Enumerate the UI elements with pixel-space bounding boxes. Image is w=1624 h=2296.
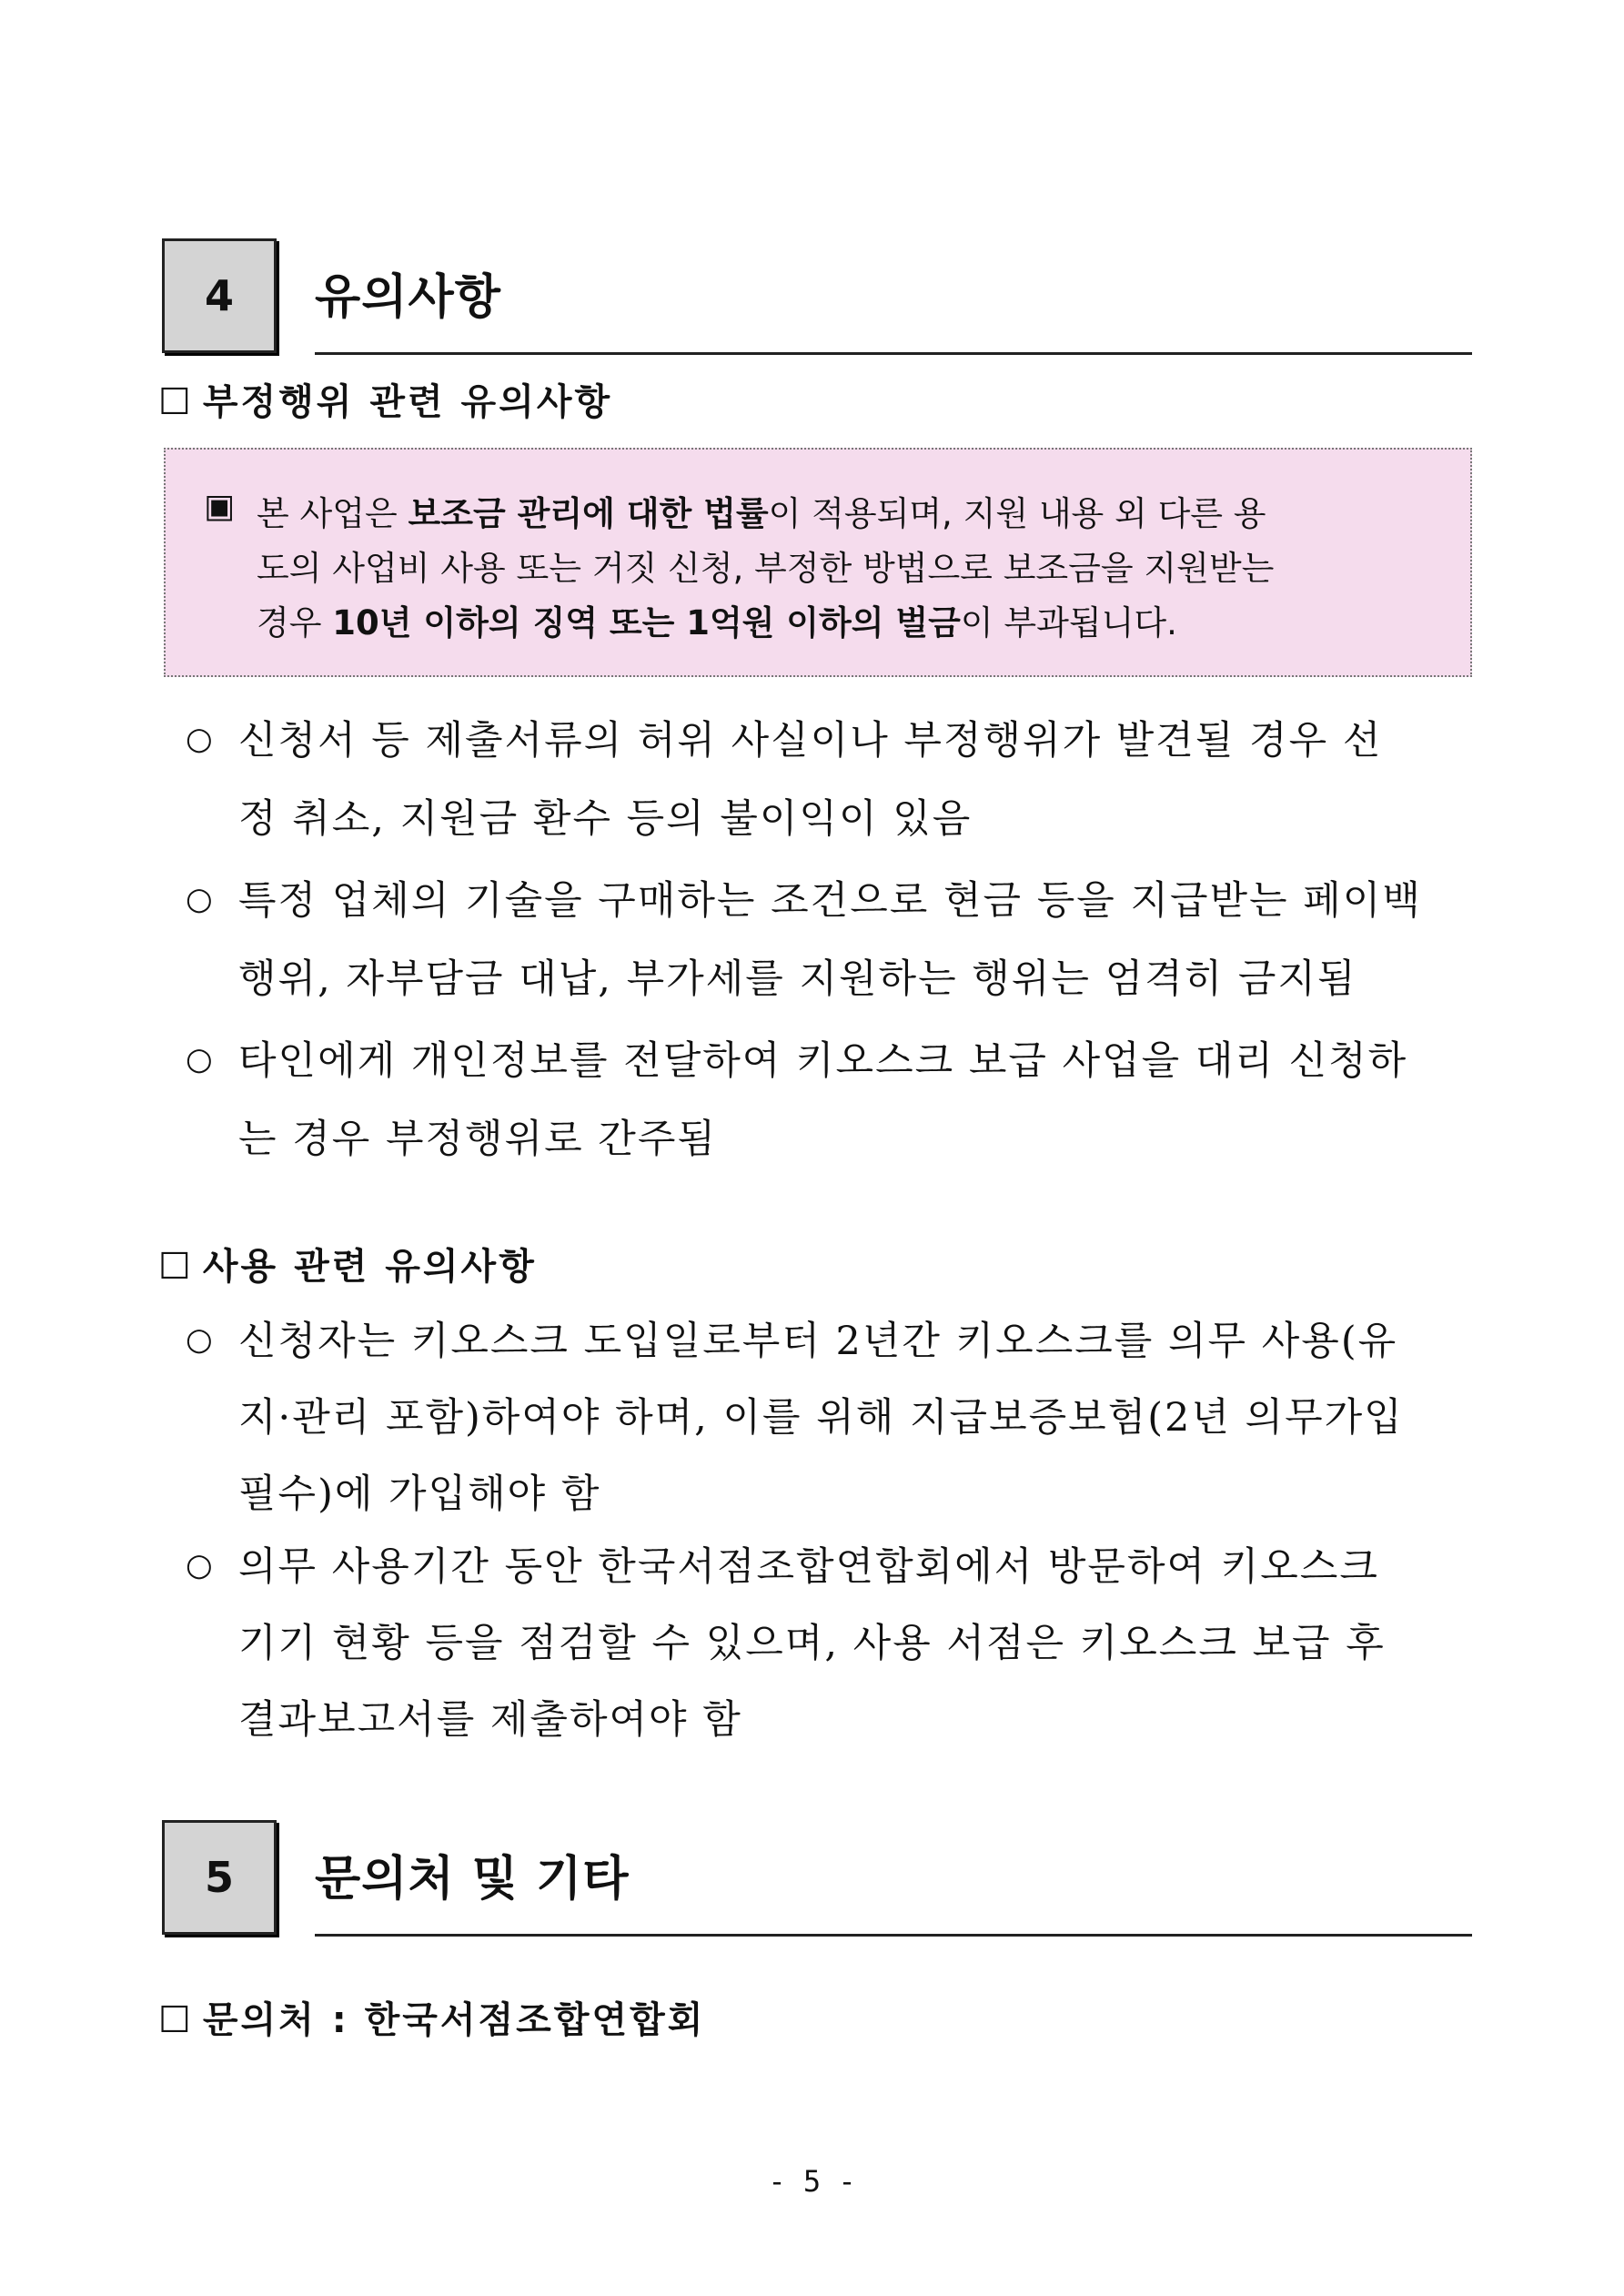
section-5-header: [162, 1820, 1472, 1938]
checkbox-square-icon: ☐: [158, 1246, 194, 1288]
list-item-line: 필수)에 가입해야 함: [238, 1472, 601, 1517]
page-number: - 5 -: [768, 2164, 856, 2199]
list-item-line: 는 경우 부정행위로 간주됨: [238, 1117, 717, 1162]
circle-bullet-icon: ○: [186, 881, 213, 917]
section-title: 유의사항: [315, 270, 501, 325]
list-item-line: 결과보고서를 제출하여야 함: [238, 1697, 742, 1743]
list-item-line: 정 취소, 지원금 환수 등의 불이익이 있음: [238, 796, 973, 842]
list-item-line: 신청자는 키오스크 도입일로부터 2년간 키오스크를 의무 사용(유: [238, 1319, 1398, 1364]
subheading-usage: [158, 1238, 537, 1290]
section-number-box: 4: [162, 238, 277, 353]
notice-emphasis-penalty: 10년 이하의 징역 또는 1억원 이하의 벌금: [332, 603, 961, 642]
list-item-line: 지·관리 포함)하여야 하며, 이를 위해 지급보증보험(2년 의무가입: [238, 1395, 1404, 1441]
section-number-box: 5: [162, 1820, 277, 1935]
list-item-line: 기기 현황 등을 점검할 수 있으며, 사용 서점은 키오스크 보급 후: [238, 1621, 1386, 1666]
subheading-text: 사용 관련 유의사항: [202, 1246, 537, 1288]
notice-emphasis-law: 보조금 관리에 대한 법률: [408, 494, 769, 533]
list-item-line: 신청서 등 제출서류의 허위 사실이나 부정행위가 발견될 경우 선: [238, 718, 1383, 764]
square-bullet-icon: ▣: [204, 488, 236, 525]
checkbox-square-icon: ☐: [158, 1999, 194, 2041]
list-item-line: 특정 업체의 기술을 구매하는 조건으로 현금 등을 지급받는 페이백: [238, 878, 1422, 924]
section-underline: [315, 1934, 1472, 1937]
notice-line-2: 도의 사업비 사용 또는 거짓 신청, 부정한 방법으로 보조금을 지원받는: [257, 549, 1275, 588]
list-item-line: 의무 사용기간 동안 한국서점조합연합회에서 방문하여 키오스크: [238, 1544, 1379, 1590]
section-underline: [315, 352, 1472, 355]
circle-bullet-icon: ○: [186, 1041, 213, 1077]
subheading-text: 부정행위 관련 유의사항: [202, 381, 613, 423]
subheading-text: 문의처 : 한국서점조합연합회: [202, 1999, 706, 2041]
circle-bullet-icon: ○: [186, 1547, 213, 1583]
checkbox-square-icon: ☐: [158, 381, 194, 423]
section-title: 문의처 및 기타: [315, 1852, 630, 1907]
subheading-fraud: [158, 373, 612, 425]
list-item-line: 행위, 자부담금 대납, 부가세를 지원하는 행위는 엄격히 금지됨: [238, 956, 1357, 1002]
circle-bullet-icon: ○: [186, 1321, 213, 1358]
circle-bullet-icon: ○: [186, 721, 213, 757]
notice-box: [164, 448, 1472, 677]
subheading-contact: [158, 1991, 705, 2043]
section-4-header: [162, 238, 1472, 357]
notice-line-1: 본 사업은 보조금 관리에 대한 법률이 적용되며, 지원 내용 외 다른 용: [257, 494, 1266, 533]
notice-line-3: 경우 10년 이하의 징역 또는 1억원 이하의 벌금이 부과됩니다.: [257, 603, 1177, 642]
list-item-line: 타인에게 개인정보를 전달하여 키오스크 보급 사업을 대리 신청하: [238, 1038, 1408, 1084]
